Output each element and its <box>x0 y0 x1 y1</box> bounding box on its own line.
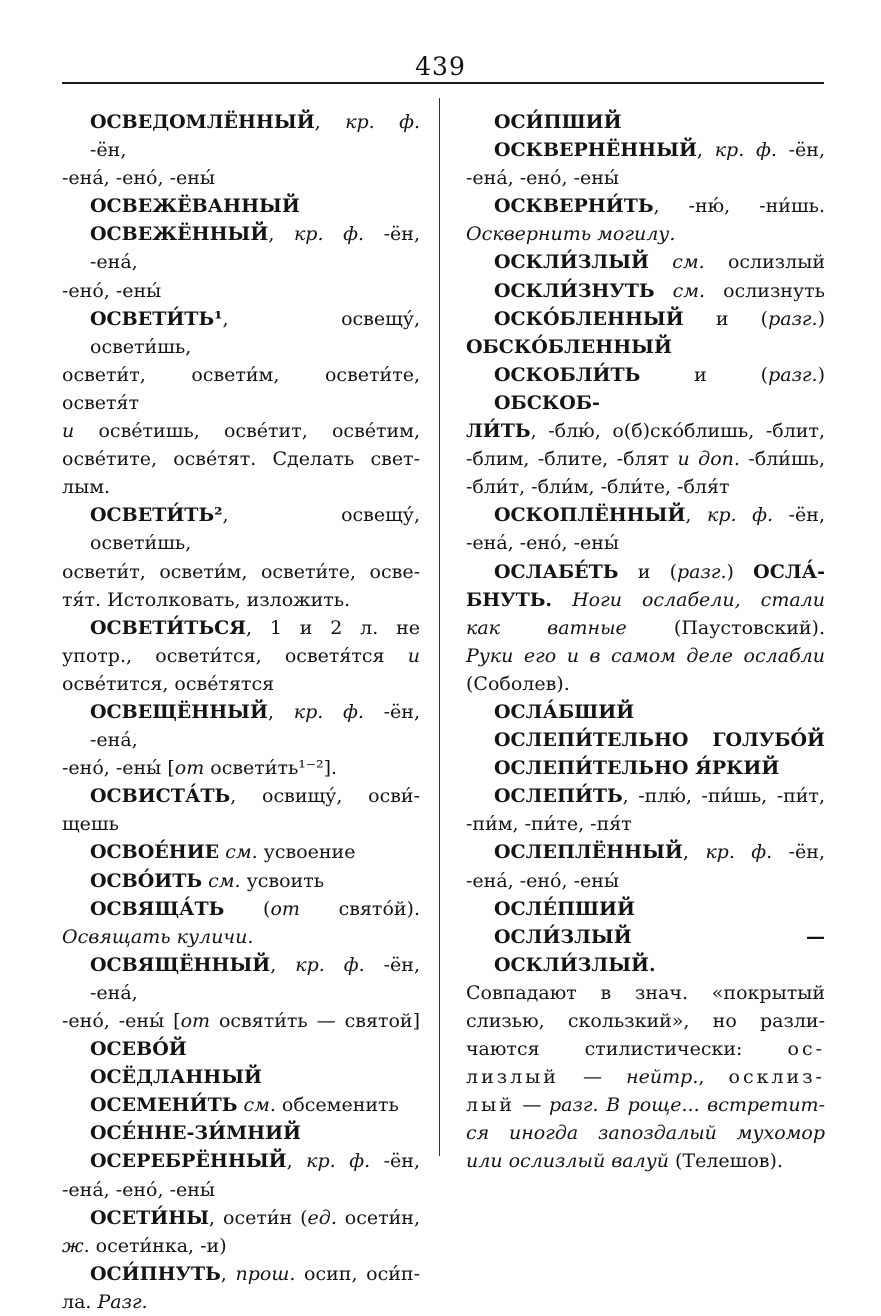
text-run: -ена́, -ено́, -ены́ <box>466 532 620 555</box>
left-column <box>62 108 420 1316</box>
entry-line <box>62 754 420 782</box>
header-rule <box>62 82 824 84</box>
headword: ОСВЕЖЁВАННЫЙ <box>90 195 300 218</box>
headword: ОСЛЕПИ́ТЕЛЬНО ГОЛУБО́Й <box>494 729 825 752</box>
entry-line <box>62 164 420 192</box>
headword: ОСВЕТИ́ТЬ¹ <box>90 307 223 330</box>
entry-line <box>62 923 420 951</box>
italic-text: нейтр. <box>626 1066 699 1089</box>
text-run: ослизлый <box>704 251 825 274</box>
entry-line <box>62 192 420 220</box>
entry-line <box>466 277 825 305</box>
headword: ОБСКОБ- <box>494 391 600 414</box>
text-run: и ( <box>618 560 678 583</box>
italic-text: или ослизлый валуй <box>466 1150 669 1173</box>
italic-text: кр. ф. <box>707 504 774 527</box>
entry-line <box>466 670 825 698</box>
text-run: свято́й). <box>299 897 420 920</box>
entry-line <box>62 361 420 417</box>
headword: ОСИ́ПШИЙ <box>494 111 622 133</box>
page-number: 439 <box>415 52 466 81</box>
headword: ОСЛЕПИ́ТЕЛЬНО Я́РКИЙ <box>494 757 780 780</box>
text-run: осве́тится, осве́тятся <box>62 672 275 695</box>
entry-line <box>466 586 825 614</box>
headword: ОСКЛИ́ЗЛЫЙ <box>494 251 649 274</box>
italic-text: кр. ф. <box>705 841 773 864</box>
text-run: ослизнуть <box>705 279 825 302</box>
headword: ОСЛЕПЛЁННЫЙ <box>494 841 683 864</box>
text-run: , 1 и 2 л. не <box>246 616 420 639</box>
text-run: -ён, <box>772 841 825 864</box>
text-run: ) <box>726 560 754 583</box>
headword: ОСВЕЩЁННЫЙ <box>90 700 268 723</box>
italic-text: см. <box>243 1094 276 1117</box>
text-run: щешь <box>62 813 119 836</box>
entry-line <box>62 277 420 305</box>
text-run: усвоение <box>257 841 356 864</box>
italic-text: и <box>62 420 75 443</box>
text-run: (Телешов). <box>668 1150 783 1173</box>
text-run: — <box>558 1066 627 1089</box>
entry-line <box>466 558 825 586</box>
italic-text: ж. <box>62 1234 90 1257</box>
headword: ОСВИСТА́ТЬ <box>90 785 231 808</box>
text-run: -ён, -ена́, <box>90 953 420 1004</box>
entry-line <box>466 248 825 276</box>
spaced-text: осклиз- <box>728 1066 825 1089</box>
entry-line <box>466 782 825 810</box>
headword: ОСКЛИ́ЗНУТЬ <box>494 279 655 302</box>
entry-line <box>466 529 825 557</box>
text-run: , осети́н ( <box>209 1206 308 1229</box>
entry-line <box>466 1119 825 1147</box>
entry-line <box>466 108 825 136</box>
entry-line <box>466 136 825 164</box>
headword: ОСЛА́- <box>753 560 825 583</box>
entry-line <box>466 838 825 866</box>
right-column <box>466 108 825 1176</box>
entry-line <box>466 473 825 501</box>
text-run: , <box>270 953 296 976</box>
text-run: , <box>685 504 708 527</box>
text-run: (Соболев). <box>466 672 570 695</box>
text-run: , <box>267 700 294 723</box>
text-run: , <box>682 841 706 864</box>
text-run: -ён, <box>776 139 825 162</box>
entry-line <box>62 698 420 754</box>
entry-line <box>62 1007 420 1035</box>
entry-line <box>466 895 825 923</box>
text-run: -блим, -блите, -блят <box>466 448 678 471</box>
entry-line <box>62 1232 420 1260</box>
text-run: освети́т, освети́м, освети́те, осве- <box>62 560 420 583</box>
entry-line <box>62 1260 420 1288</box>
headword: ОСЕМЕНИ́ТЬ <box>90 1094 238 1117</box>
entry-line <box>466 445 825 473</box>
headword: ОСВЕЖЁННЫЙ <box>90 223 269 246</box>
text-run: осети́нка, -и) <box>89 1234 227 1257</box>
text-run: , <box>314 111 346 133</box>
text-run: -ён, <box>90 139 127 162</box>
italic-text: прош. <box>235 1262 296 1285</box>
headword: ОСКВЕРНЁННЫЙ <box>494 139 697 162</box>
italic-text: как ватные <box>466 616 627 639</box>
text-run: , освещу́, освети́шь, <box>90 307 420 358</box>
italic-text: Осквернить могилу. <box>466 223 676 246</box>
column-divider <box>439 98 440 1156</box>
italic-text: кр. ф. <box>306 1150 371 1173</box>
text-run: -ена́, -ено́, -ены́ <box>62 1178 216 1201</box>
entry-line <box>62 810 420 838</box>
text-run: -ена́, -ено́, -ены́ <box>466 167 620 190</box>
text-run: — <box>514 1094 550 1117</box>
text-run: и ( <box>683 307 769 330</box>
headword: ОСВО́ИТЬ <box>90 869 203 892</box>
italic-text: кр. ф. <box>714 139 777 162</box>
entry-line <box>466 979 825 1007</box>
text-run: -ено́, -ены́ <box>62 279 162 302</box>
text-run: , -блю́, о(б)ско́блишь, -блит, <box>530 420 825 443</box>
entry-line <box>62 670 420 698</box>
text-run: усвоить <box>240 869 325 892</box>
text-run: -ён, <box>370 1150 420 1173</box>
headword: ОСЛИ́ЗЛЫЙ — ОСКЛИ́ЗЛЫЙ. <box>494 925 825 976</box>
entry-line <box>62 1119 420 1147</box>
entry-line <box>466 361 825 417</box>
text-run: тя́т. Истолковать, изложить. <box>62 588 351 611</box>
text-run: -ено́, -ены́ [ <box>62 757 175 780</box>
text-run: обсеменить <box>275 1094 399 1117</box>
entry-line <box>62 614 420 642</box>
italic-text: кр. ф. <box>295 953 365 976</box>
text-run: чаются стилистически: <box>466 1038 788 1061</box>
entry-line <box>466 501 825 529</box>
text-run: освети́ть¹⁻²]. <box>204 757 338 780</box>
entry-line <box>466 333 825 361</box>
headword: ОСЛЕПИ́ТЬ <box>494 785 623 808</box>
entry-line <box>62 895 420 923</box>
entry-line <box>466 754 825 782</box>
entry-line <box>466 1035 825 1063</box>
text-run: , <box>698 1066 729 1089</box>
italic-text: кр. ф. <box>293 700 364 723</box>
text-run: -ена́, -ено́, -ены́ <box>62 167 216 190</box>
text-run: освети́т, освети́м, освети́те, осветя́т <box>62 363 420 414</box>
italic-text: ся иногда запоздалый мухомор <box>466 1122 825 1145</box>
headword: БНУТЬ. <box>466 588 553 611</box>
text-run: -ён, -ена́, <box>90 223 420 274</box>
entry-line <box>62 501 420 557</box>
italic-text: от <box>270 897 300 920</box>
headword: ОСВЯЩА́ТЬ <box>90 897 225 920</box>
headword: ОСЛА́БШИЙ <box>494 700 635 723</box>
text-run <box>649 251 672 273</box>
italic-text: Ноги ослабели, стали <box>572 588 826 611</box>
entry-line <box>466 923 825 979</box>
spaced-text: лый <box>466 1094 515 1117</box>
entry-line <box>466 642 825 670</box>
entry-line <box>62 1091 420 1119</box>
text-run <box>655 280 673 302</box>
italic-text: см. <box>225 841 258 864</box>
entry-line <box>62 305 420 361</box>
text-run: лым. <box>62 476 111 499</box>
entry-line <box>466 1147 825 1175</box>
entry-line <box>62 1176 420 1204</box>
entry-line <box>466 810 825 838</box>
italic-text: разг. <box>768 363 818 386</box>
italic-text: разг. В роще... встретит- <box>549 1094 825 1117</box>
entry-line <box>466 1007 825 1035</box>
entry-line <box>466 192 825 220</box>
text-run: (Паустовский). <box>626 616 825 639</box>
headword: ОСИ́ПНУТЬ <box>90 1262 221 1285</box>
headword: ОСЕТИ́НЫ <box>90 1206 210 1229</box>
italic-text: см. <box>672 251 705 274</box>
entry-line <box>62 1035 420 1063</box>
text-run: слизью, скользкий», но разли- <box>466 1010 825 1032</box>
headword: ОСЛАБЕ́ТЬ <box>494 560 619 583</box>
entry-line <box>62 220 420 276</box>
entry-line <box>466 305 825 333</box>
text-run: ) <box>817 307 825 330</box>
text-run: -ён, <box>773 504 825 527</box>
entry-line <box>62 108 420 164</box>
italic-text: Руки его и в самом деле ослабли <box>466 644 825 667</box>
text-run: -бли́т, -бли́м, -бли́те, -бля́т <box>466 476 730 499</box>
entry-line <box>466 698 825 726</box>
text-run: осве́тите, осве́тят. Сделать свет- <box>62 448 420 471</box>
headword: ОСЛЕ́ПШИЙ <box>494 897 635 920</box>
text-run: , -плю́, -пи́шь, -пи́т, <box>622 785 825 808</box>
italic-text: и <box>407 644 420 667</box>
italic-text: кр. ф. <box>293 223 365 246</box>
headword: ОСЕВО́Й <box>90 1038 187 1061</box>
text-run: употр., освети́тся, осветя́тся <box>62 644 408 667</box>
entry-line <box>466 164 825 192</box>
entry-line <box>62 473 420 501</box>
italic-text: Разг. <box>97 1290 148 1313</box>
italic-text: разг. <box>677 560 727 583</box>
headword: ОСЁДЛАННЫЙ <box>90 1066 263 1089</box>
text-run <box>552 589 572 611</box>
headword: ОСКОПЛЁННЫЙ <box>494 504 686 527</box>
entry-line <box>466 1091 825 1119</box>
entry-line <box>62 1147 420 1175</box>
italic-text: см. <box>208 869 241 892</box>
italic-text: от <box>174 757 205 780</box>
headword: ОСВЕТИ́ТЬСЯ <box>90 616 246 639</box>
entry-line <box>62 558 420 586</box>
headword: ЛИ́ТЬ <box>466 420 531 443</box>
text-run: , <box>220 1262 236 1285</box>
entry-line <box>62 445 420 473</box>
entry-line <box>62 642 420 670</box>
entry-line <box>466 614 825 642</box>
headword: ОСВЕТИ́ТЬ² <box>90 504 223 527</box>
italic-text: и доп. <box>677 448 740 471</box>
text-run: -ено́, -ены́ [ <box>62 1010 181 1032</box>
text-run: ) <box>817 363 825 386</box>
entry-line <box>62 1204 420 1232</box>
italic-text: Освящать куличи. <box>62 925 254 948</box>
text-run: , <box>696 139 715 162</box>
spaced-text: ос- <box>787 1038 825 1061</box>
italic-text: разг. <box>768 307 818 330</box>
entry-line <box>62 586 420 614</box>
entry-line <box>62 417 420 445</box>
text-run: , -ню́, -ни́шь. <box>653 195 825 218</box>
headword: ОСКВЕРНИ́ТЬ <box>494 195 654 218</box>
entry-line <box>62 1063 420 1091</box>
text-run: -пи́м, -пи́те, -пя́т <box>466 813 632 836</box>
headword: ОСВЕДОМЛЁННЫЙ <box>90 111 315 133</box>
text-run: осве́тишь, осве́тит, осве́тим, <box>74 420 420 443</box>
text-run: Совпадают в знач. «покрытый <box>466 981 825 1004</box>
entry-line <box>466 220 825 248</box>
entry-line <box>62 867 420 895</box>
text-run: освяти́ть — святой] <box>210 1010 421 1032</box>
headword: ОСЕРЕБРЁННЫЙ <box>90 1150 287 1173</box>
italic-text: кр. ф. <box>345 111 420 133</box>
text-run: -ён, -ена́, <box>90 700 420 752</box>
italic-text: от <box>180 1010 211 1032</box>
entry-line <box>62 1288 420 1316</box>
text-run: осети́н, <box>336 1206 420 1229</box>
italic-text: см. <box>672 279 706 302</box>
headword: ОСКО́БЛЕННЫЙ <box>494 307 684 330</box>
text-run: , <box>286 1150 307 1173</box>
entry-line <box>62 838 420 866</box>
spaced-text: лизлый <box>466 1066 559 1089</box>
text-run: ла. <box>62 1290 98 1313</box>
headword: ОСВЯЩЁННЫЙ <box>90 953 271 976</box>
text-run: , <box>268 223 294 246</box>
headword: ОСВОЕ́НИЕ <box>90 841 220 864</box>
text-run: осип, оси́п- <box>295 1262 420 1285</box>
headword: ОСКОБЛИ́ТЬ <box>494 363 641 386</box>
entry-line <box>466 1063 825 1091</box>
text-run: , освещу́, освети́шь, <box>90 504 420 555</box>
text-run: -ена́, -ено́, -ены́ <box>466 869 620 892</box>
headword: ОБСКО́БЛЕННЫЙ <box>466 335 672 358</box>
text-run: ( <box>224 897 271 920</box>
entry-line <box>62 782 420 810</box>
entry-line <box>62 951 420 1007</box>
text-run: и ( <box>640 363 769 386</box>
entry-line <box>466 867 825 895</box>
italic-text: ед. <box>307 1206 337 1229</box>
text-run: -бли́шь, <box>739 448 825 471</box>
headword: ОСЕ́ННЕ-ЗИ́МНИЙ <box>90 1122 301 1145</box>
entry-line <box>466 417 825 445</box>
text-run: , освищу́, осви́- <box>230 785 420 808</box>
entry-line <box>466 726 825 754</box>
